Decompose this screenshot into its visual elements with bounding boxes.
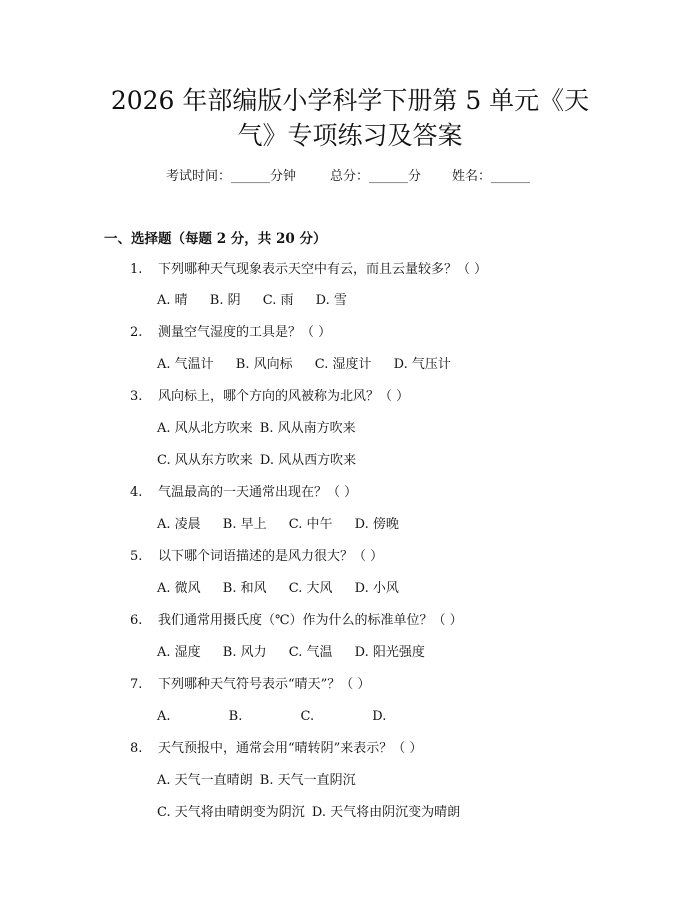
- option-c[interactable]: C. 风从东方吹来: [157, 453, 253, 468]
- question-number: 6.: [130, 613, 143, 628]
- question-8-options-row-2: [157, 802, 463, 824]
- question-2-options: [157, 354, 469, 376]
- option-b[interactable]: B. 阴: [209, 293, 241, 308]
- question-number: 5.: [130, 549, 143, 564]
- question-text: 以下哪个词语描述的是风力很大？（ ）: [158, 549, 384, 564]
- question-text: 下列哪种天气符号表示“晴天”？（ ）: [158, 677, 371, 692]
- option-a[interactable]: A. 天气一直晴朗: [157, 773, 253, 788]
- option-d[interactable]: D. 风从西方吹来: [259, 453, 357, 468]
- document-title-line-1: 2026 年部编版小学科学下册第 5 单元《天: [110, 86, 590, 115]
- question-6: [130, 610, 463, 632]
- option-b[interactable]: B. 风力: [222, 645, 267, 660]
- option-a[interactable]: A. 湿度: [157, 645, 201, 660]
- question-3-options-row-1: [157, 418, 359, 440]
- option-d[interactable]: D. 天气将由阴沉变为晴朗: [311, 805, 461, 820]
- question-number: 3.: [130, 389, 143, 404]
- option-c[interactable]: C. 大风: [288, 581, 333, 596]
- option-b[interactable]: B. 风向标: [235, 357, 293, 372]
- option-b[interactable]: B.: [228, 709, 243, 724]
- question-text: 测量空气湿度的工具是？（ ）: [158, 325, 332, 340]
- option-a[interactable]: A. 微风: [157, 581, 201, 596]
- option-b[interactable]: B. 天气一直阴沉: [259, 773, 356, 788]
- question-3-options-row-2: [157, 450, 359, 472]
- option-c[interactable]: C. 湿度计: [314, 357, 372, 372]
- question-7: [130, 674, 370, 696]
- question-text: 天气预报中，通常会用“晴转阴”来表示？（ ）: [158, 741, 423, 756]
- option-b[interactable]: B. 和风: [222, 581, 267, 596]
- option-d[interactable]: D. 傍晚: [354, 517, 399, 532]
- question-8-options-row-1: [157, 770, 359, 792]
- question-number: 8.: [130, 741, 143, 756]
- question-3: [130, 386, 409, 408]
- option-d[interactable]: D. 气压计: [393, 357, 451, 372]
- question-4: [130, 482, 357, 504]
- option-a[interactable]: A. 风从北方吹来: [157, 421, 253, 436]
- question-2: [130, 322, 331, 344]
- option-c[interactable]: C. 天气将由晴朗变为阴沉: [157, 805, 305, 820]
- question-7-options: [157, 706, 404, 728]
- question-4-options: [157, 514, 417, 536]
- option-a[interactable]: A. 晴: [157, 293, 188, 308]
- option-a[interactable]: A.: [157, 709, 171, 724]
- question-number: 4.: [130, 485, 143, 500]
- option-d[interactable]: D.: [372, 709, 387, 724]
- question-number: 7.: [130, 677, 143, 692]
- question-number: 2.: [130, 325, 143, 340]
- question-5-options: [157, 578, 417, 600]
- section-heading: 一、选择题（每题 2 分，共 20 分）: [104, 231, 327, 247]
- option-a[interactable]: A. 气温计: [157, 357, 214, 372]
- option-d[interactable]: D. 小风: [354, 581, 399, 596]
- option-c[interactable]: C. 中午: [288, 517, 333, 532]
- question-1: [130, 259, 487, 281]
- document-title-line-2: 气》专项练习及答案: [237, 121, 463, 150]
- exam-time-field: 考试时间：______分钟: [166, 169, 297, 184]
- option-b[interactable]: B. 早上: [222, 517, 267, 532]
- option-a[interactable]: A. 凌晨: [157, 517, 201, 532]
- question-number: 1.: [130, 262, 143, 277]
- question-text: 我们通常用摄氏度（℃）作为什么的标准单位？（ ）: [158, 613, 463, 628]
- question-8: [130, 738, 422, 760]
- question-5: [130, 546, 383, 568]
- question-1-options: [157, 290, 365, 312]
- option-c[interactable]: C. 气温: [288, 645, 333, 660]
- question-text: 下列哪种天气现象表示天空中有云，而且云量较多？（ ）: [158, 262, 488, 277]
- question-text: 风向标上，哪个方向的风被称为北风？（ ）: [158, 389, 410, 404]
- total-score-field: 总分：______分: [330, 169, 422, 184]
- option-b[interactable]: B. 风从南方吹来: [259, 421, 356, 436]
- option-c[interactable]: C.: [300, 709, 315, 724]
- question-text: 气温最高的一天通常出现在？（ ）: [158, 485, 358, 500]
- option-d[interactable]: D. 雪: [315, 293, 347, 308]
- option-c[interactable]: C. 雨: [262, 293, 294, 308]
- student-name-field: 姓名：______: [452, 169, 531, 184]
- question-6-options: [157, 642, 443, 664]
- option-d[interactable]: D. 阳光强度: [354, 645, 425, 660]
